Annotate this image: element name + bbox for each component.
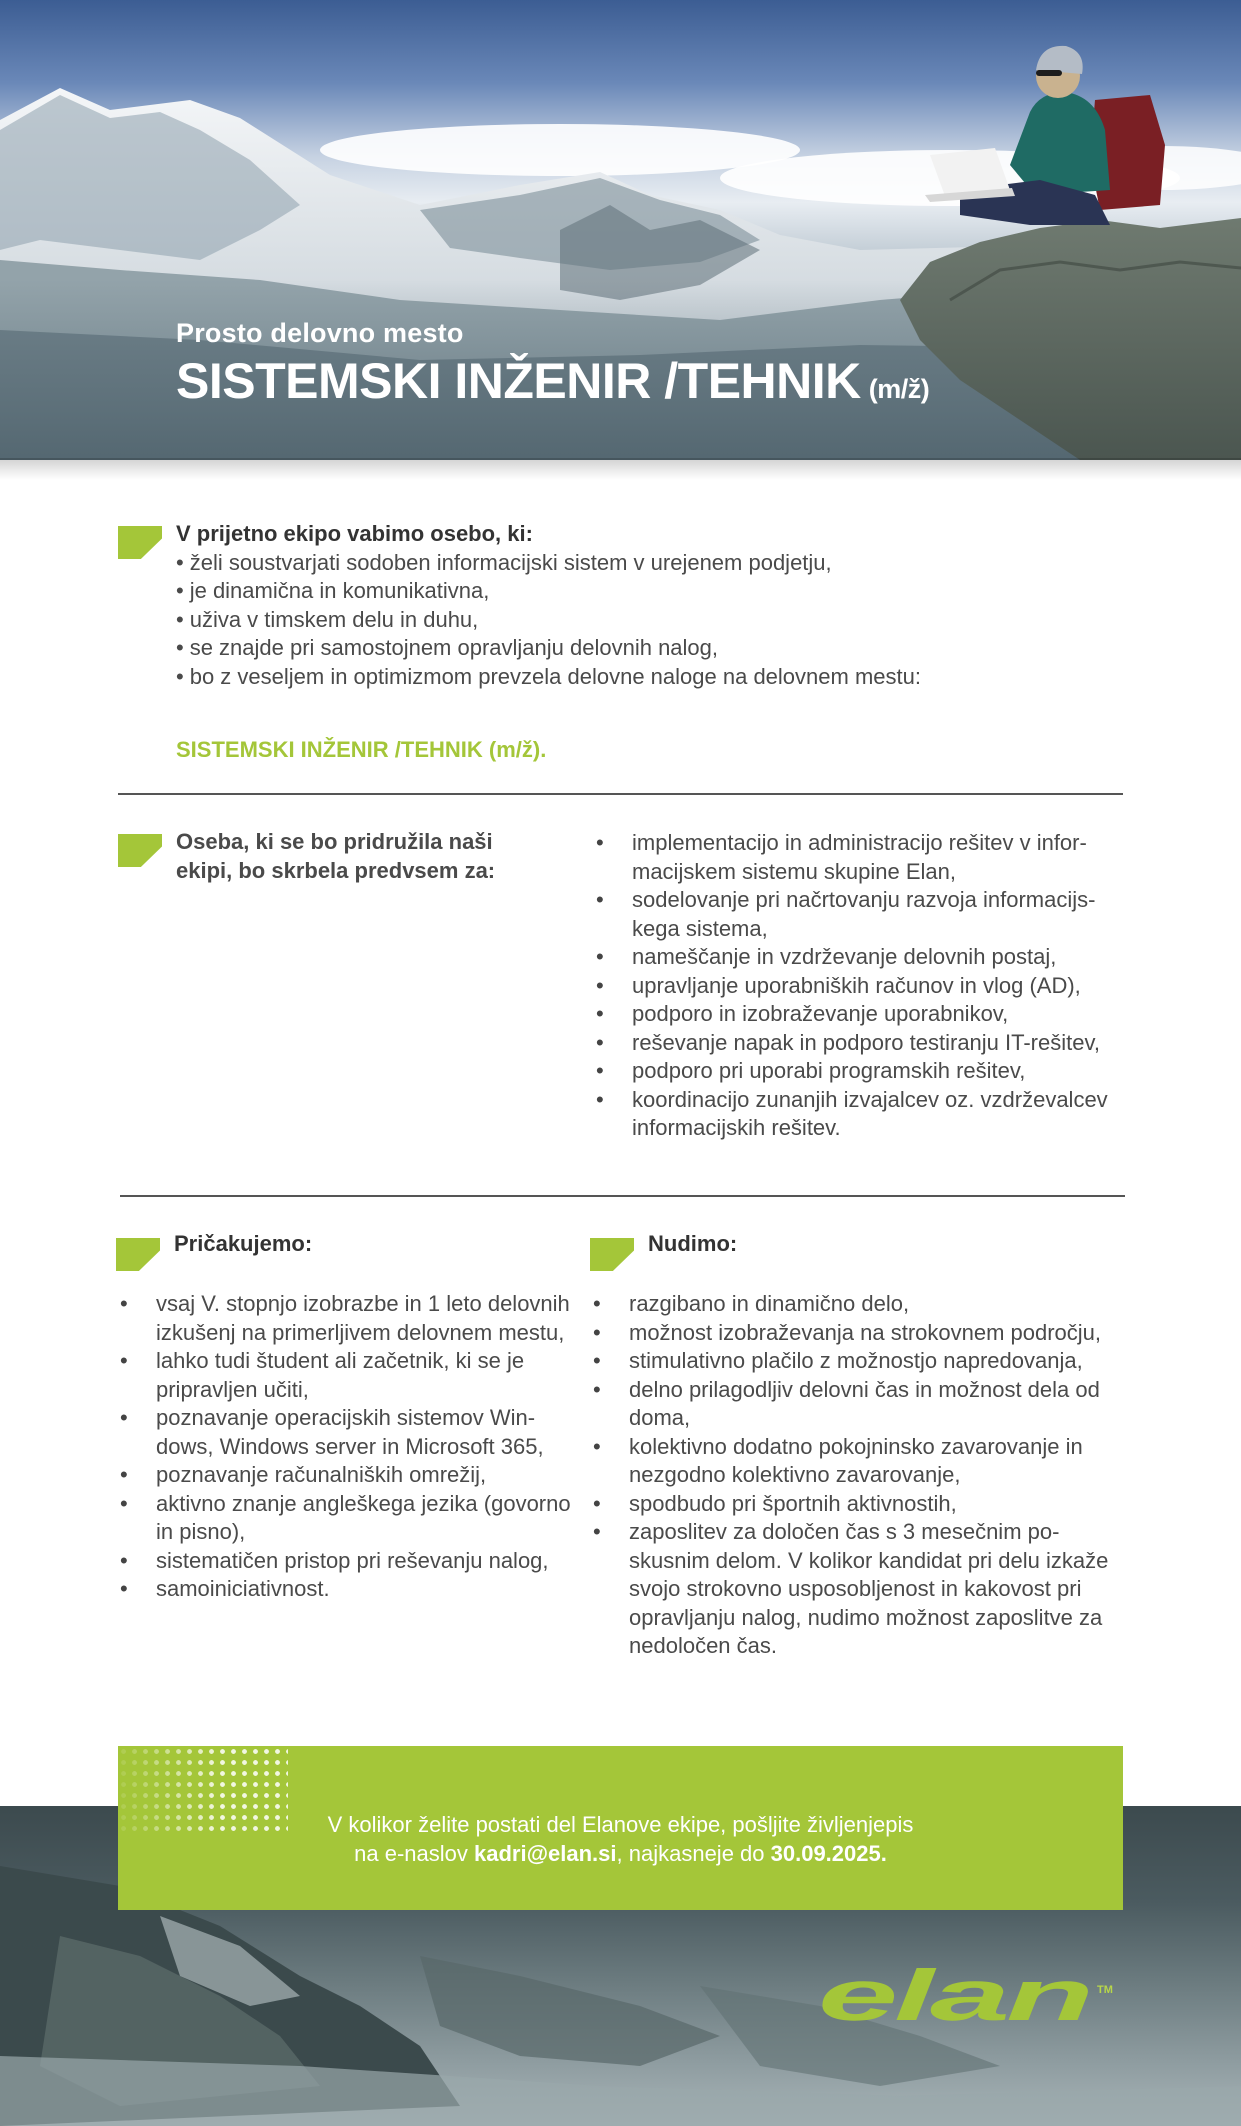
hero-subtitle: Prosto delovno mesto [176, 318, 464, 348]
list-item: • možnost izobraževanja na strokovnem področju, [591, 1319, 1131, 1348]
list-item: • samoiniciativnost. [118, 1575, 578, 1604]
list-item: • je dinamična in komunikativna, [176, 578, 490, 603]
hero-banner [0, 0, 1241, 460]
list-item: • podporo pri uporabi programskih rešitev, [594, 1057, 1134, 1086]
elan-logo [818, 1968, 1093, 2028]
list-item: • želi soustvarjati sodoben informacijski sistem v urejenem podjetju, [176, 549, 832, 575]
divider [120, 1195, 1125, 1197]
list-item: • nameščanje in vzdrževanje delovnih postaj, [594, 943, 1134, 972]
duties-list [594, 829, 1134, 1143]
duties-heading: Oseba, ki se bo pridružila naši ekipi, bo skrbela predvsem za: [176, 829, 496, 883]
offer-list [591, 1290, 1131, 1661]
offer-heading: Nudimo: [648, 1231, 738, 1256]
logo-text: elan [818, 1968, 1090, 2028]
list-item: • vsaj V. stopnjo izobrazbe in 1 leto delovnih izkušenj na primerljivem delovnem mestu, [118, 1290, 578, 1347]
intro-list [176, 549, 1076, 692]
apply-text: V kolikor želite postati del Elanove ekipe, pošljite življenjepis na e-naslov kadri@elan.si, najkasneje do 30.09.2025. [327, 1812, 914, 1866]
list-item: • zaposlitev za določen čas s 3 mesečnim po-skusnim delom. V kolikor kandidat pri delu izkaže svojo strokovno usposobljenost in kakovost pri opravljanju nalog, nudimo možnost zaposlitve za nedoločen čas. [591, 1518, 1131, 1661]
expect-heading: Pričakujemo: [174, 1231, 313, 1256]
hero-shadow [0, 458, 1241, 480]
intro-heading: V prijetno ekipo vabimo osebo, ki: [176, 521, 533, 546]
section-flag-icon [116, 1238, 160, 1271]
list-item: • poznavanje računalniških omrežij, [118, 1461, 578, 1490]
deadline-date: 30.09.2025. [770, 1841, 887, 1866]
apply-banner [118, 1746, 1123, 1910]
list-item: • stimulativno plačilo z možnostjo napredovanja, [591, 1347, 1131, 1376]
list-item: • poznavanje operacijskih sistemov Win-dows, Windows server in Microsoft 365, [118, 1404, 578, 1461]
expect-list [118, 1290, 578, 1604]
list-item: • razgibano in dinamično delo, [591, 1290, 1131, 1319]
list-item: • lahko tudi študent ali začetnik, ki se je pripravljen učiti, [118, 1347, 578, 1404]
email-link[interactable]: kadri@elan.si [473, 1841, 617, 1866]
list-item: • uživa v timskem delu in duhu, [176, 606, 479, 632]
list-item: • bo z veseljem in optimizmom prevzela delovne naloge na delovnem mestu: [176, 663, 921, 689]
list-item: • implementacijo in administracijo rešitev v infor-macijskem sistemu skupine Elan, [594, 829, 1134, 886]
position-title: SISTEMSKI INŽENIR /TEHNIK (m/ž). [176, 737, 547, 762]
list-item: • delno prilagodljiv delovni čas in možnost dela od doma, [591, 1376, 1131, 1433]
hero-title-suffix: (m/ž) [868, 374, 930, 404]
list-item: • podporo in izobraževanje uporabnikov, [594, 1000, 1134, 1029]
hiker-figure [925, 46, 1165, 225]
list-item: • sodelovanje pri načrtovanju razvoja informacijs-kega sistema, [594, 886, 1134, 943]
list-item: • koordinacijo zunanjih izvajalcev oz. vzdrževalcev informacijskih rešitev. [594, 1086, 1134, 1143]
trademark-symbol: TM [1097, 1984, 1113, 1996]
list-item: • reševanje napak in podporo testiranju IT-rešitev, [594, 1029, 1134, 1058]
intro-section [176, 520, 1076, 691]
list-item: • se znajde pri samostojnem opravljanju delovnih nalog, [176, 635, 719, 660]
list-item: • kolektivno dodatno pokojninsko zavarovanje in nezgodno kolektivno zavarovanje, [591, 1433, 1131, 1490]
hero-title [176, 352, 929, 410]
list-item: • spodbudo pri športnih aktivnostih, [591, 1490, 1131, 1519]
section-flag-icon [118, 834, 162, 867]
section-flag-icon [118, 526, 162, 559]
hero-title-text: SISTEMSKI INŽENIR /TEHNIK [176, 353, 861, 409]
list-item: • sistematičen pristop pri reševanju nalog, [118, 1547, 578, 1576]
list-item: • upravljanje uporabniških računov in vlog (AD), [594, 972, 1134, 1001]
section-flag-icon [590, 1238, 634, 1271]
list-item: • aktivno znanje angleškega jezika (govorno in pisno), [118, 1490, 578, 1547]
divider [118, 793, 1123, 795]
